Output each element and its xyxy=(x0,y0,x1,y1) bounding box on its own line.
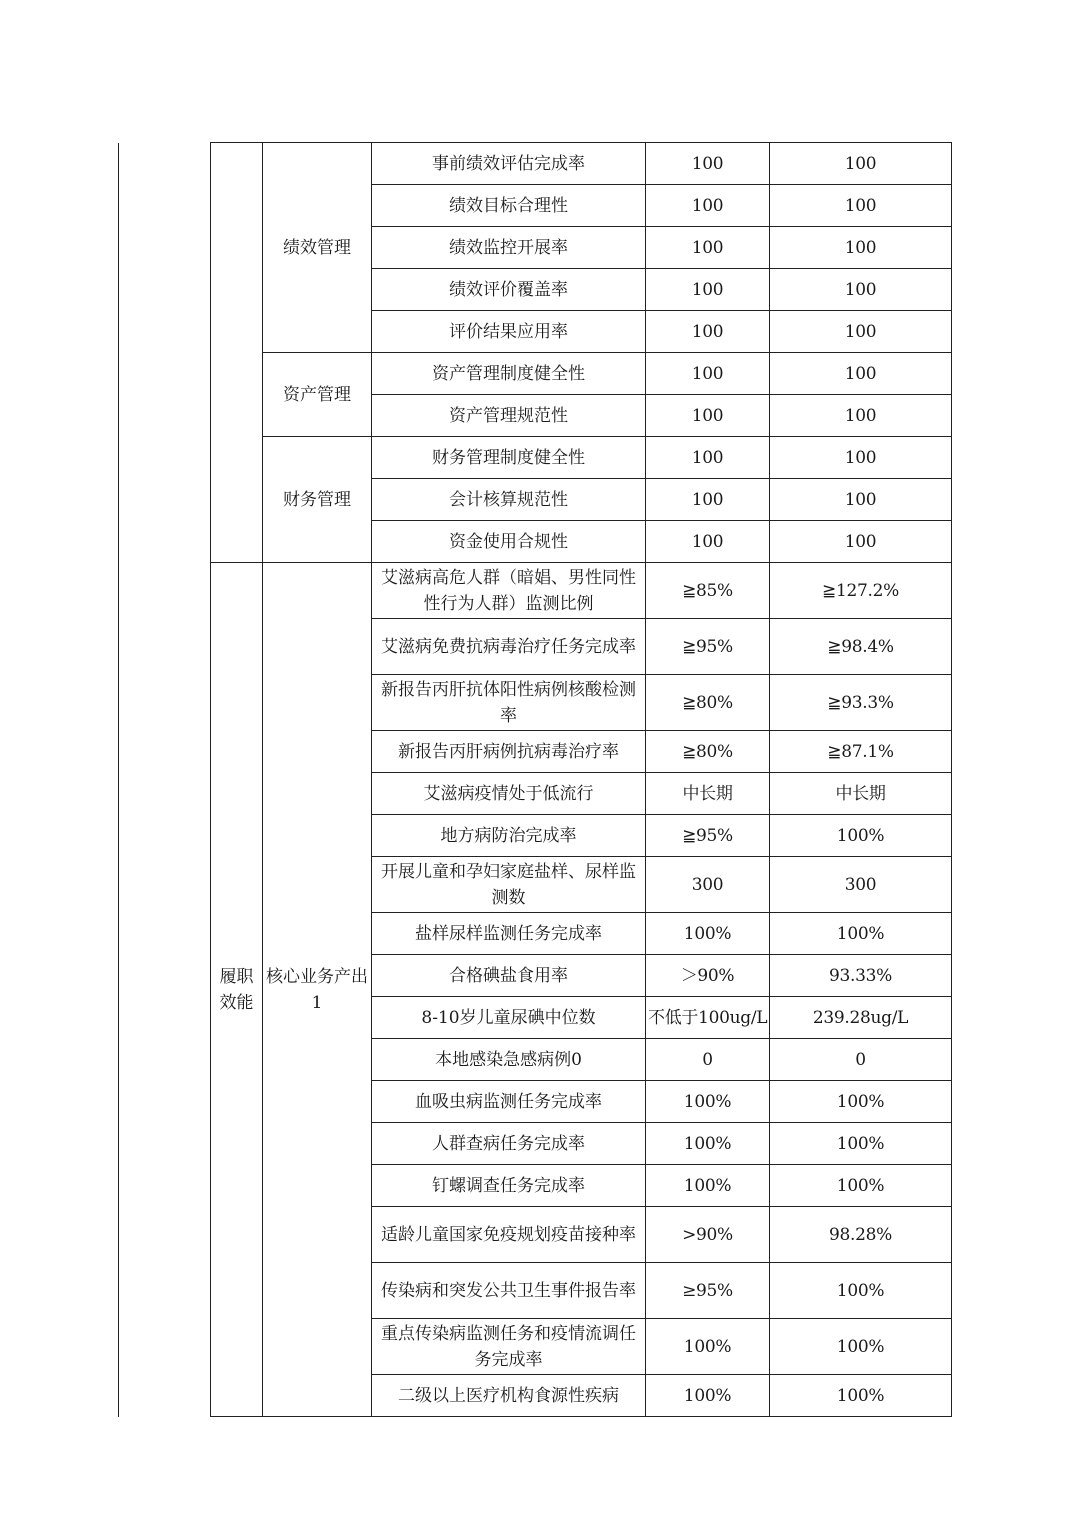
actual-value-cell: 100% xyxy=(770,1123,952,1165)
actual-value-cell: 100% xyxy=(770,1319,952,1375)
target-value-cell: 100 xyxy=(646,437,770,479)
target-value-cell: 100 xyxy=(646,143,770,185)
actual-value-cell: 300 xyxy=(770,857,952,913)
table-row xyxy=(119,563,952,619)
indicator-cell: 适龄儿童国家免疫规划疫苗接种率 xyxy=(372,1207,646,1263)
target-value-cell: ＞90% xyxy=(646,955,770,997)
target-value-cell: 100 xyxy=(646,269,770,311)
target-value-cell: ≧80% xyxy=(646,675,770,731)
actual-value-cell: 100% xyxy=(770,815,952,857)
actual-value-cell: 100 xyxy=(770,479,952,521)
actual-value-cell: 100% xyxy=(770,1165,952,1207)
actual-value-cell: 100% xyxy=(770,1375,952,1417)
target-value-cell: 100% xyxy=(646,1123,770,1165)
indicator-cell: 血吸虫病监测任务完成率 xyxy=(372,1081,646,1123)
actual-value-cell: ≧98.4% xyxy=(770,619,952,675)
actual-value-cell: 0 xyxy=(770,1039,952,1081)
actual-value-cell: 100 xyxy=(770,269,952,311)
indicator-cell: 艾滋病免费抗病毒治疗任务完成率 xyxy=(372,619,646,675)
indicator-cell: 合格碘盐食用率 xyxy=(372,955,646,997)
indicator-cell: 传染病和突发公共卫生事件报告率 xyxy=(372,1263,646,1319)
actual-value-cell: ≧93.3% xyxy=(770,675,952,731)
indicator-cell: 盐样尿样监测任务完成率 xyxy=(372,913,646,955)
level1-category-cell xyxy=(119,143,211,1417)
actual-value-cell: 98.28% xyxy=(770,1207,952,1263)
indicator-cell: 资产管理制度健全性 xyxy=(372,353,646,395)
actual-value-cell: 100% xyxy=(770,913,952,955)
target-value-cell: 100% xyxy=(646,1081,770,1123)
target-value-cell: 100% xyxy=(646,1375,770,1417)
indicator-cell: 8-10岁儿童尿碘中位数 xyxy=(372,997,646,1039)
actual-value-cell: 100 xyxy=(770,521,952,563)
target-value-cell: 中长期 xyxy=(646,773,770,815)
target-value-cell: 100 xyxy=(646,395,770,437)
target-value-cell: >90% xyxy=(646,1207,770,1263)
target-value-cell: 不低于100ug/L xyxy=(646,997,770,1039)
indicator-cell: 重点传染病监测任务和疫情流调任务完成率 xyxy=(372,1319,646,1375)
target-value-cell: ≧80% xyxy=(646,731,770,773)
actual-value-cell: 93.33% xyxy=(770,955,952,997)
group-label-finance-mgmt: 财务管理 xyxy=(263,437,372,563)
indicator-cell: 艾滋病高危人群（暗娼、男性同性性行为人群）监测比例 xyxy=(372,563,646,619)
indicator-cell: 资金使用合规性 xyxy=(372,521,646,563)
indicator-cell: 绩效评价覆盖率 xyxy=(372,269,646,311)
indicator-cell: 新报告丙肝病例抗病毒治疗率 xyxy=(372,731,646,773)
indicator-cell: 绩效监控开展率 xyxy=(372,227,646,269)
indicator-cell: 资产管理规范性 xyxy=(372,395,646,437)
target-value-cell: 100 xyxy=(646,311,770,353)
indicator-table xyxy=(118,142,952,1417)
target-value-cell: 100 xyxy=(646,479,770,521)
target-value-cell: ≥95% xyxy=(646,1263,770,1319)
group-label-asset-mgmt: 资产管理 xyxy=(263,353,372,437)
indicator-cell: 会计核算规范性 xyxy=(372,479,646,521)
actual-value-cell: ≧127.2% xyxy=(770,563,952,619)
target-value-cell: 300 xyxy=(646,857,770,913)
actual-value-cell: 100 xyxy=(770,143,952,185)
indicator-cell: 钉螺调查任务完成率 xyxy=(372,1165,646,1207)
actual-value-cell: 100 xyxy=(770,311,952,353)
actual-value-cell: 中长期 xyxy=(770,773,952,815)
actual-value-cell: 239.28ug/L xyxy=(770,997,952,1039)
target-value-cell: ≧85% xyxy=(646,563,770,619)
indicator-cell: 评价结果应用率 xyxy=(372,311,646,353)
indicator-cell: 开展儿童和孕妇家庭盐样、尿样监测数 xyxy=(372,857,646,913)
indicator-cell: 二级以上医疗机构食源性疾病 xyxy=(372,1375,646,1417)
target-value-cell: 100% xyxy=(646,1165,770,1207)
actual-value-cell: 100% xyxy=(770,1263,952,1319)
indicator-cell: 本地感染急感病例0 xyxy=(372,1039,646,1081)
actual-value-cell: 100 xyxy=(770,227,952,269)
target-value-cell: ≧95% xyxy=(646,815,770,857)
actual-value-cell: 100% xyxy=(770,1081,952,1123)
group-label-duty-effect: 履职效能 xyxy=(211,563,263,1417)
actual-value-cell: 100 xyxy=(770,437,952,479)
indicator-cell: 财务管理制度健全性 xyxy=(372,437,646,479)
target-value-cell: 100% xyxy=(646,913,770,955)
table-row xyxy=(119,143,952,185)
target-value-cell: 100 xyxy=(646,185,770,227)
target-value-cell: 100 xyxy=(646,521,770,563)
indicator-cell: 事前绩效评估完成率 xyxy=(372,143,646,185)
indicator-cell: 绩效目标合理性 xyxy=(372,185,646,227)
indicator-cell: 人群查病任务完成率 xyxy=(372,1123,646,1165)
actual-value-cell: 100 xyxy=(770,395,952,437)
actual-value-cell: 100 xyxy=(770,185,952,227)
target-value-cell: ≧95% xyxy=(646,619,770,675)
target-value-cell: 100% xyxy=(646,1319,770,1375)
target-value-cell: 0 xyxy=(646,1039,770,1081)
target-value-cell: 100 xyxy=(646,353,770,395)
indicator-cell: 艾滋病疫情处于低流行 xyxy=(372,773,646,815)
indicator-cell: 地方病防治完成率 xyxy=(372,815,646,857)
actual-value-cell: 100 xyxy=(770,353,952,395)
level2-category-cell-management xyxy=(211,143,263,563)
target-value-cell: 100 xyxy=(646,227,770,269)
indicator-cell: 新报告丙肝抗体阳性病例核酸检测率 xyxy=(372,675,646,731)
group-label-core-output: 核心业务产出1 xyxy=(263,563,372,1417)
actual-value-cell: ≧87.1% xyxy=(770,731,952,773)
group-label-performance-mgmt: 绩效管理 xyxy=(263,143,372,353)
